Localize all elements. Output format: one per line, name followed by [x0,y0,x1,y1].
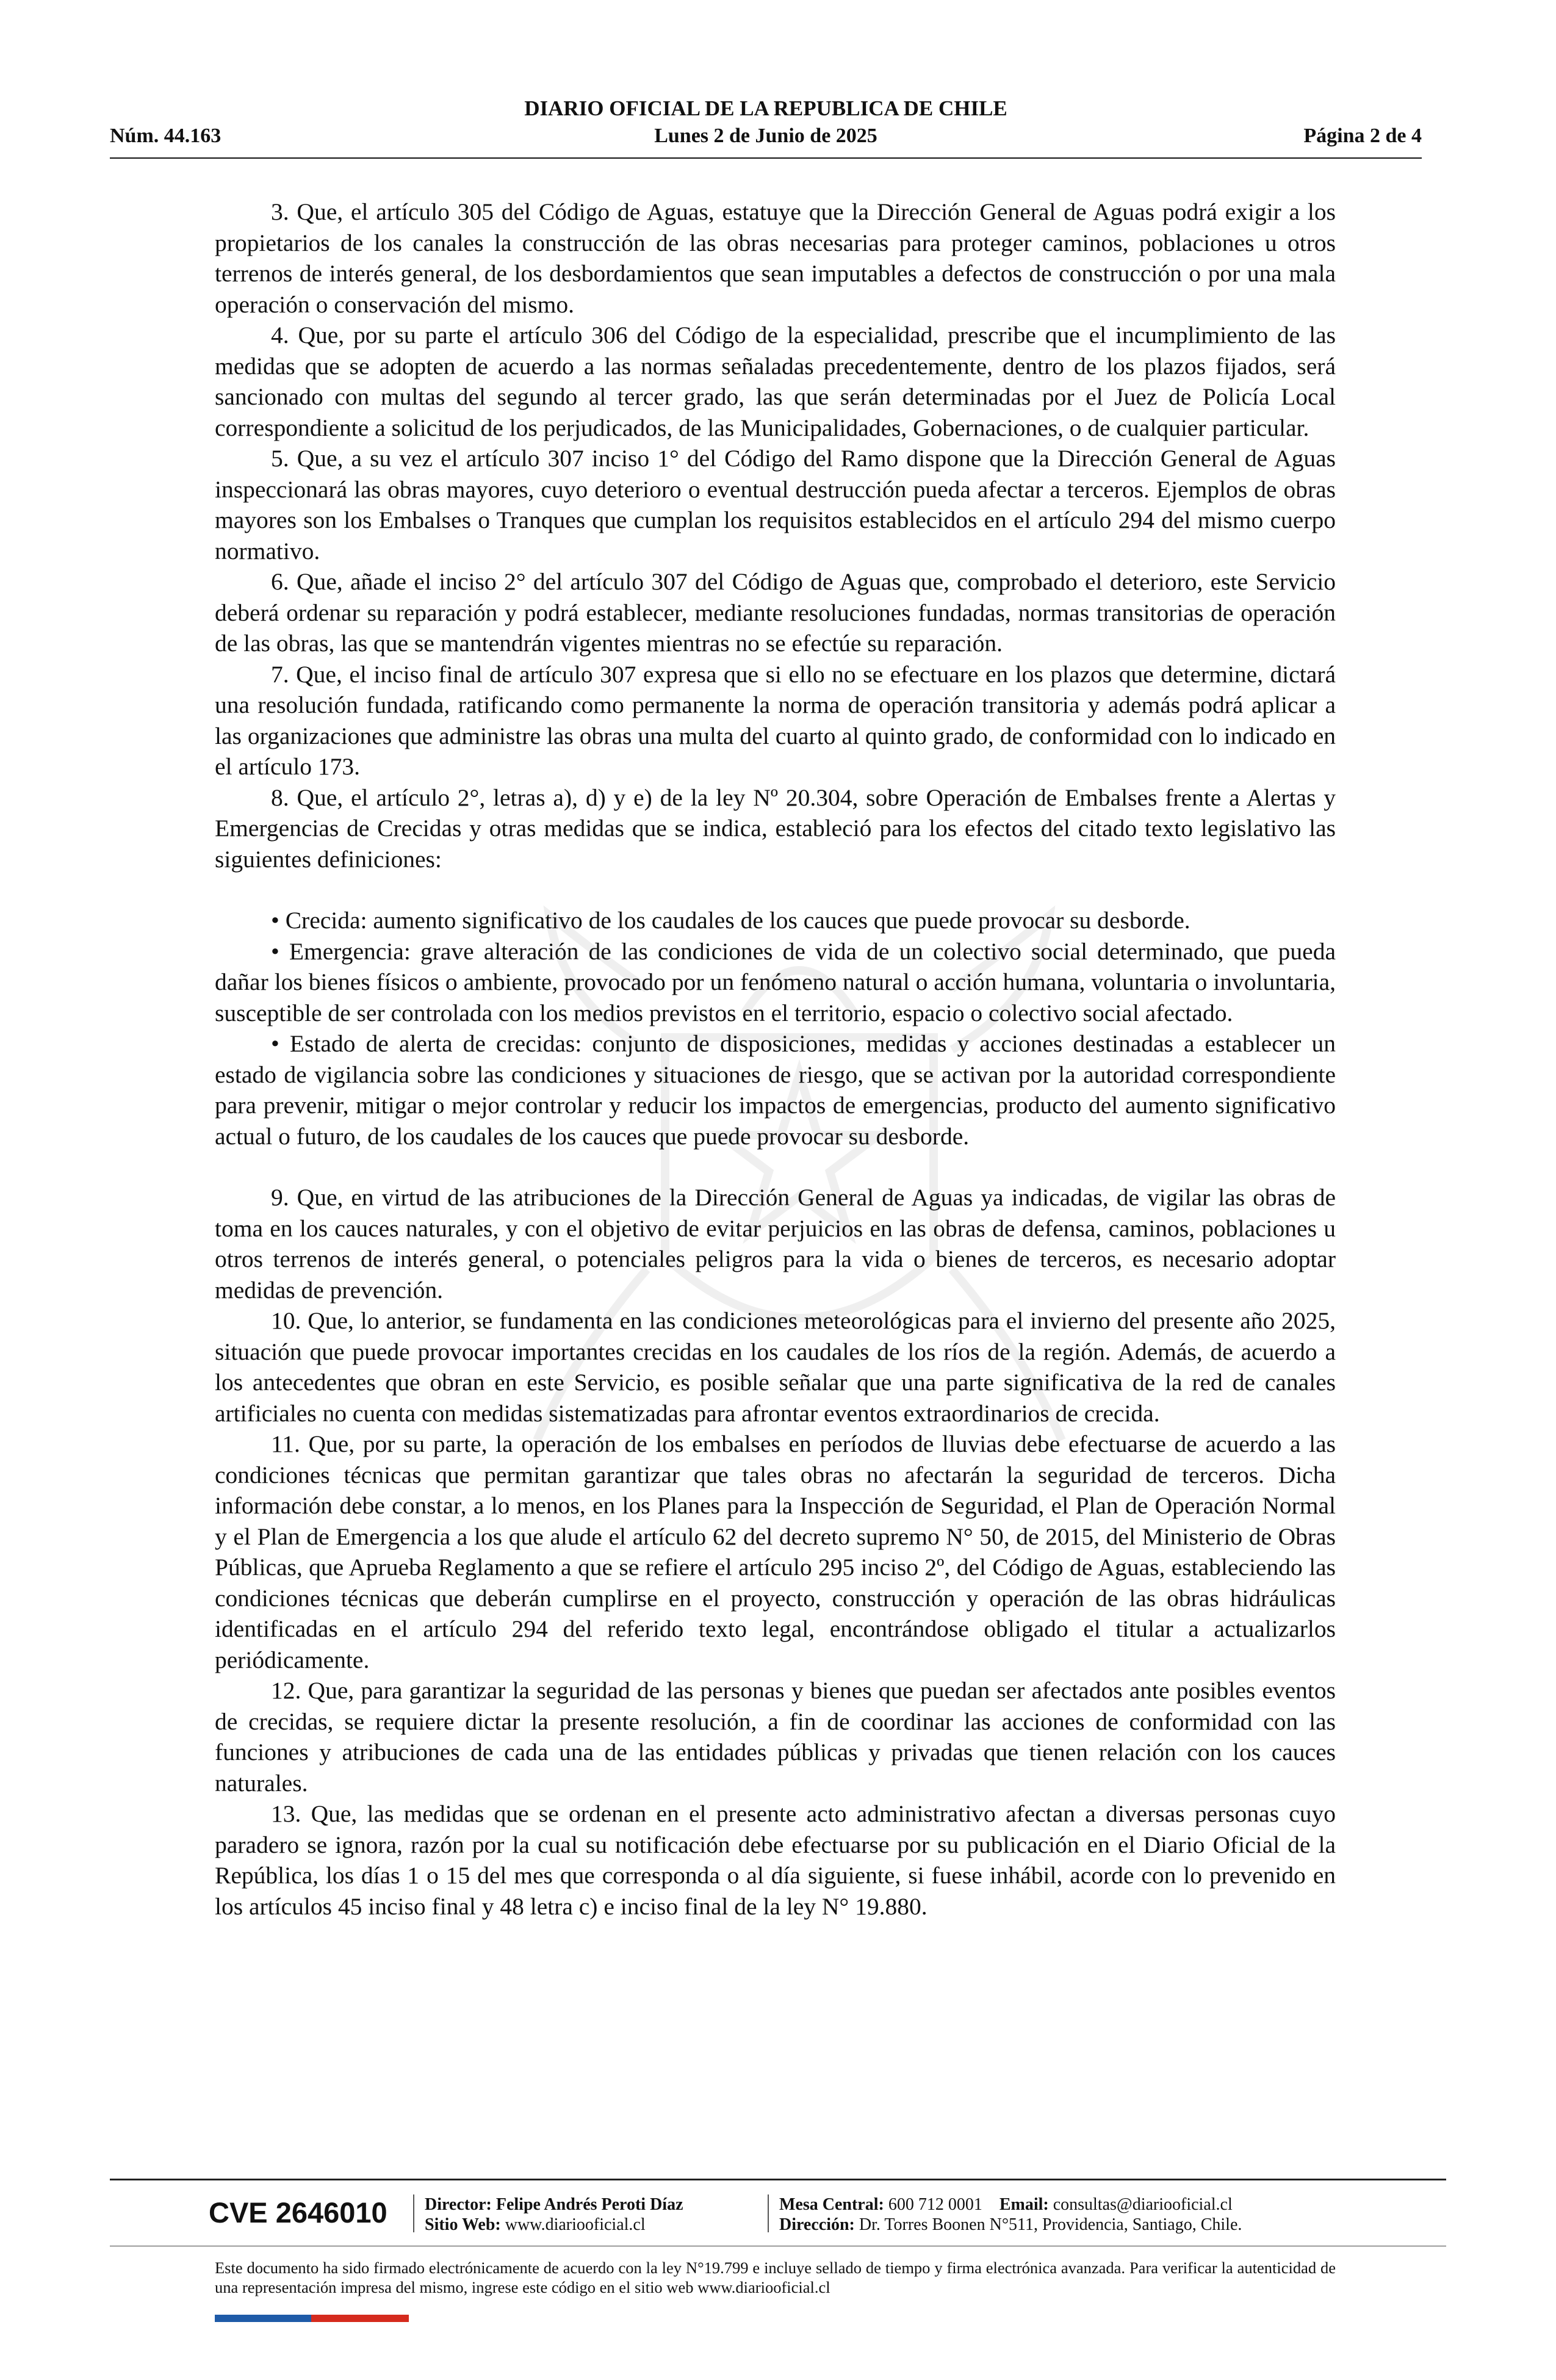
paragraph-8: 8. Que, el artículo 2°, letras a), d) y e) de la ley Nº 20.304, sobre Operación de Embalses frente a Alertas y Emergencias de Crecidas y otras medidas que se indica, estableció para los efectos del citado texto legislativo las siguientes definiciones: [215,784,1336,873]
paragraph-11: 11. Que, por su parte, la operación de los embalses en períodos de lluvias debe efectuarse de acuerdo a las condiciones técnicas que permitan garantizar que tales obras no afectarán la seguridad de terceros. Dicha información debe constar, a lo menos, en los Planes para la Inspección de Seguridad, el Plan de Operación Normal y el Plan de Emergencia a los que alude el artículo 62 del decreto supremo N° 50, de 2015, del Ministerio de Obras Públicas, que Aprueba Reglamento a que se refiere el artículo 295 inciso 2º, del Código de Aguas, estableciendo las condiciones técnicas que deberán cumplirse en el proyecto, construcción y operación de las obras hidráulicas identificadas en el artículo 294 del referido texto legal, encontrándose obligado el titular a actualizarlos periódicamente. [215,1430,1336,1673]
footer-separator [413,2194,414,2232]
issue-number: Núm. 44.163 [110,124,222,147]
paragraph-9: 9. Que, en virtud de las atribuciones de la Dirección General de Aguas ya indicadas, de vigilar las obras de toma en los cauces naturales, y con el objetivo de evitar perjuicios en las obras de defensa, caminos, poblaciones u otros terrenos de interés general, o potenciales peligros para la vida o bienes de terceros, es necesario adoptar medidas de prevención. [215,1184,1336,1304]
email-label: Email: [999,2195,1049,2214]
paragraph-4: 4. Que, por su parte el artículo 306 del Código de la especialidad, prescribe que el incumplimiento de las medidas que se adopten de acuerdo a las normas señaladas precedentemente, dentro de los plazos fijados, será sancionado con multas del segundo al tercer grado, las que serán determinadas por el Juez de Policía Local correspondiente a solicitud de los perjudicados, de las Municipalidades, Gobernaciones, o de cualquier particular. [215,322,1336,441]
phone-label: Mesa Central: [779,2195,884,2214]
flag-red-segment [311,2315,409,2322]
director-name: Felipe Andrés Peroti Díaz [495,2195,683,2214]
issue-date: Lunes 2 de Junio de 2025 [654,124,877,147]
director-label: Director: [425,2195,492,2214]
definition-estado-alerta: • Estado de alerta de crecidas: conjunto de disposiciones, medidas y acciones destinadas a establecer un estado de vigilancia sobre las condiciones y situaciones de riesgo, que se activan por la autoridad correspondiente para prevenir, mitigar o mejor controlar y reducir los impactos de emergencias, producto del aumento significativo actual o futuro, de los caudales de los cauces que puede provocar su desborde. [215,1030,1336,1150]
paragraph-6: 6. Que, añade el inciso 2° del artículo 307 del Código de Aguas que, comprobado el deterioro, este Servicio deberá ordenar su reparación y podrá establecer, mediante resoluciones fundadas, normas transitorias de operación de las obras, las que se mantendrán vigentes mientras no se efectúe su reparación. [215,568,1336,657]
chile-flag-bar [215,2315,409,2322]
address-value: Dr. Torres Boonen N°511, Providencia, Santiago, Chile. [859,2215,1242,2234]
page-header [110,96,1422,157]
web-label: Sitio Web: [425,2215,501,2234]
definition-emergencia: • Emergencia: grave alteración de las condiciones de vida de un colectivo social determinado, que pueda dañar los bienes físicos o ambiente, provocado por un fenómeno natural o acción humana, voluntaria o involuntaria, susceptible de ser controlada con los medios previstos en el territorio, espacio o colectivo social afectado. [215,937,1336,1026]
definition-crecida: • Crecida: aumento significativo de los caudales de los cauces que puede provocar su desborde. [271,907,1190,934]
footer-divider [110,2179,1446,2180]
footer-director-block [425,2194,683,2235]
spacer [215,874,1336,905]
paragraph-5: 5. Que, a su vez el artículo 307 inciso 1° del Código del Ramo dispone que la Dirección General de Aguas inspeccionará las obras mayores, cuyo deterioro o eventual destrucción pueda afectar a terceros. Ejemplos de obras mayores son los Embalses o Tranques que cumplan los requisitos establecidos en el artículo 294 del mismo cuerpo normativo. [215,445,1336,564]
address-label: Dirección: [779,2215,855,2234]
page-indicator: Página 2 de 4 [1303,124,1422,147]
phone-value: 600 712 0001 [888,2195,982,2214]
website-link[interactable]: www.diariooficial.cl [505,2215,646,2234]
document-body [215,197,1336,1922]
newspaper-title: DIARIO OFICIAL DE LA REPUBLICA DE CHILE [524,96,1007,120]
paragraph-7: 7. Que, el inciso final de artículo 307 expresa que si ello no se efectuare en los plazos que determine, dictará una resolución fundada, ratificando como permanente la norma de operación transitoria y además podrá aplicar a las organizaciones que administre las obras una multa del cuarto al quinto grado, de conformidad con lo indicado en el artículo 173. [215,660,1336,780]
footer-separator [768,2194,769,2232]
paragraph-10: 10. Que, lo anterior, se fundamenta en las condiciones meteorológicas para el invierno del presente año 2025, situación que puede provocar importantes crecidas en los caudales de los ríos de la región. Además, de acuerdo a los antecedentes que obran en este Servicio, es posible señalar que una parte significativa de la red de canales artificiales no cuenta con medidas sistematizadas para afrontar eventos extraordinarios de crecida. [215,1307,1336,1427]
email-link[interactable]: consultas@diariooficial.cl [1053,2195,1233,2214]
paragraph-13: 13. Que, las medidas que se ordenan en el presente acto administrativo afectan a diversas personas cuyo paradero se ignora, razón por la cual su notificación debe efectuarse por su publicación en el Diario Oficial de la República, los días 1 o 15 del mes que corresponda o al día siguiente, si fuese inhábil, acorde con lo prevenido en los artículos 45 inciso final y 48 letra c) e inciso final de la ley N° 19.880. [215,1800,1336,1920]
cve-code: CVE 2646010 [209,2196,387,2229]
flag-blue-segment [215,2315,311,2322]
paragraph-12: 12. Que, para garantizar la seguridad de las personas y bienes que puedan ser afectados ante posibles eventos de crecidas, se requiere dictar la presente resolución, a fin de coordinar las acciones de conformidad con las funciones y atribuciones de cada una de las entidades públicas y privadas que tienen relación con los cauces naturales. [215,1677,1336,1797]
footer-contact-block [779,2194,1242,2235]
spacer [215,1152,1336,1182]
electronic-signature-note: Este documento ha sido firmado electrónicamente de acuerdo con la ley N°19.799 e incluye sellado de tiempo y firma electrónica avanzada. Para verificar la autenticidad de una representación impresa del mismo, ingrese este código en el sitio web www.diariooficial.cl [215,2259,1336,2296]
header-divider [110,157,1422,159]
paragraph-3: 3. Que, el artículo 305 del Código de Aguas, estatuye que la Dirección General de Aguas podrá exigir a los propietarios de los canales la construcción de las obras necesarias para proteger caminos, poblaciones u otros terrenos de interés general, de los desbordamientos que sean imputables a defectos de construcción o por una mala operación o conservación del mismo. [215,198,1336,318]
